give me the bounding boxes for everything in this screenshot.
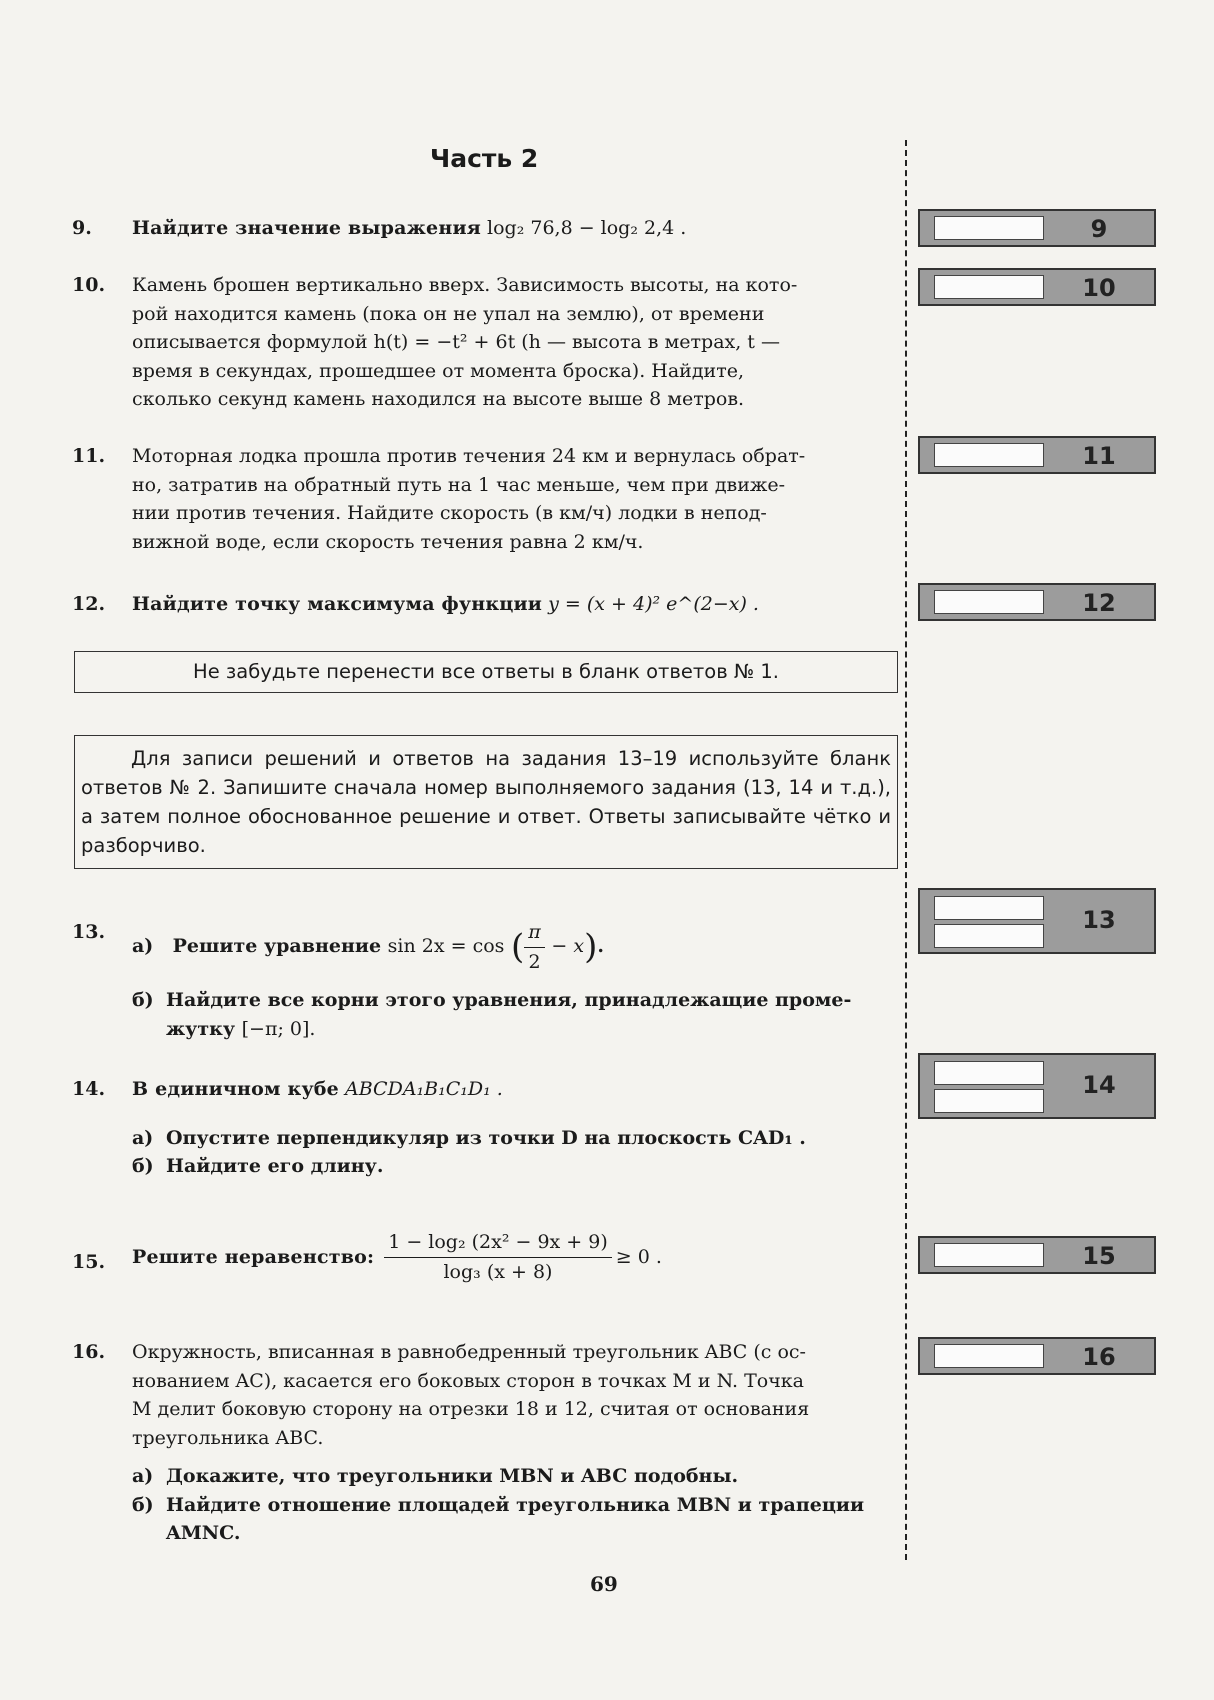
task-line: Окружность, вписанная в равнобедренный треугольник ABC (с ос- (132, 1341, 806, 1363)
subtask-label: б) (132, 1155, 154, 1177)
subtask-label: а) (132, 1465, 154, 1487)
answer-box-16 (918, 1337, 1156, 1375)
answer-box-11 (918, 436, 1156, 474)
task-line: рой находится камень (пока он не упал на землю), от времени (132, 302, 765, 325)
task-line: но, затратив на обратный путь на 1 час меньше, чем при движе- (132, 473, 786, 496)
answer-field[interactable] (934, 1061, 1044, 1085)
subtask-text: Опустите перпендикуляр из точки D на плоскость CAD₁ . (166, 1126, 806, 1149)
subtask-text: Найдите отношение площадей треугольника MBN и трапеции AMNC. (166, 1493, 865, 1544)
answer-field[interactable] (934, 443, 1044, 467)
task-line: нованием AC), касается его боковых сторон в точках M и N. Точка (132, 1369, 804, 1392)
task-line: время в секундах, прошедшее от момента броска). Найдите, (132, 359, 744, 382)
task-number: 11. (72, 445, 106, 467)
task-line: нии против течения. Найдите скорость (в км/ч) лодки в непод- (132, 502, 767, 524)
subtask-text: Решите уравнение (172, 935, 382, 957)
subtask-text: Найдите все корни этого уравнения, принадлежащие проме- (166, 989, 852, 1011)
cube-name: ABCDA₁B₁C₁D₁ . (345, 1078, 503, 1100)
task-number: 9. (72, 217, 92, 239)
notice-answer-sheet-2 (74, 735, 898, 869)
answer-box-label: 13 (1082, 906, 1116, 934)
answer-field[interactable] (934, 1344, 1044, 1368)
answer-box-9 (918, 209, 1156, 247)
task-text: Найдите точку максимума функции (132, 593, 543, 615)
answer-box-13 (918, 888, 1156, 954)
answer-field[interactable] (934, 1243, 1044, 1267)
answer-box-10 (918, 268, 1156, 306)
task-9 (72, 214, 902, 243)
interval: [−π; 0]. (241, 1017, 316, 1040)
answer-box-15 (918, 1236, 1156, 1274)
task-line: M делит боковую сторону на отрезки 18 и 12, считая от основания (132, 1398, 810, 1420)
task-line: Камень брошен вертикально вверх. Зависимость высоты, на кото- (132, 274, 798, 296)
subtask-label: б) (132, 989, 154, 1011)
task-11 (72, 442, 902, 556)
task-text: Решите неравенство: (132, 1245, 375, 1268)
answer-box-label: 9 (1090, 215, 1108, 243)
answer-box-label: 15 (1082, 1242, 1116, 1270)
task-line: треугольника ABC. (132, 1426, 324, 1449)
answer-box-label: 14 (1082, 1071, 1116, 1099)
notice-text: Для записи решений и ответов на задания 13–19 используйте бланк ответов № 2. Запишите сначала номер выполняемого задания (13, 14 и т.д.), а затем полное обоснованное решение и ответ. Ответы записывайте чётко и разборчиво. (81, 747, 891, 857)
notice-answer-sheet-1: Не забудьте перенести все ответы в бланк ответов № 1. (74, 651, 898, 693)
answer-box-label: 10 (1082, 274, 1116, 302)
subtask-text: Найдите его длину. (166, 1155, 384, 1177)
fraction-pi-over-2: $\frac{\pi}{2}$ (524, 918, 545, 976)
task-number: 16. (72, 1341, 106, 1363)
answer-field[interactable] (934, 924, 1044, 948)
numerator: 1 − log₂ (2x² − 9x + 9) (384, 1228, 612, 1258)
answer-field[interactable] (934, 590, 1044, 614)
answer-field[interactable] (934, 216, 1044, 240)
denominator: log₃ (x + 8) (443, 1260, 553, 1283)
cut-line (905, 140, 907, 1560)
subtask-label: б) (132, 1493, 154, 1516)
task-expression: y = (x + 4)² e^(2−x) . (548, 593, 759, 615)
task-13: 13. а) Решите уравнение sin 2x = cos ( $\frac{\pi}{2}$ − x). б) Найдите все корни этого уравнения, принадлежащие проме- жутку [−π; 0]. (72, 918, 902, 1043)
task-15 (72, 1228, 902, 1286)
task-line: Моторная лодка прошла против течения 24 км и вернулась обрат- (132, 445, 806, 467)
task-14 (72, 1075, 902, 1181)
answer-box-label: 12 (1082, 589, 1116, 617)
task-12 (72, 590, 902, 619)
answer-box-label: 11 (1082, 442, 1116, 470)
task-expression: log₂ 76,8 − log₂ 2,4 . (487, 217, 687, 239)
task-number: 10. (72, 274, 106, 296)
subtask-text: жутку (166, 1017, 236, 1040)
task-number: 15. (72, 1251, 106, 1273)
task-16 (72, 1338, 902, 1548)
task-number: 14. (72, 1078, 106, 1100)
subtask-label: а) (132, 1126, 154, 1149)
subtask-text: Докажите, что треугольники MBN и ABC подобны. (166, 1465, 739, 1487)
equation-right: − x (551, 935, 585, 957)
inequality-rhs: ≥ 0 . (615, 1245, 662, 1268)
answer-box-label: 16 (1082, 1343, 1116, 1371)
answer-field[interactable] (934, 1089, 1044, 1113)
subtask-label: а) (132, 935, 154, 957)
task-line: вижной воде, если скорость течения равна 2 км/ч. (132, 530, 644, 553)
page-number: 69 (590, 1572, 618, 1596)
inequality-fraction (384, 1228, 612, 1286)
task-number: 13. (72, 921, 106, 943)
part-title: Часть 2 (430, 144, 539, 173)
task-text: Найдите значение выражения (132, 217, 481, 239)
task-line: описывается формулой h(t) = −t² + 6t (h — высота в метрах, t — (132, 331, 780, 353)
equation-left: sin 2x = cos (387, 935, 505, 957)
task-line: сколько секунд камень находился на высоте выше 8 метров. (132, 388, 745, 410)
answer-field[interactable] (934, 896, 1044, 920)
answer-box-14 (918, 1053, 1156, 1119)
task-number: 12. (72, 593, 106, 615)
task-text: В единичном кубе (132, 1078, 339, 1100)
answer-field[interactable] (934, 275, 1044, 299)
task-10 (72, 271, 902, 414)
answer-box-12 (918, 583, 1156, 621)
